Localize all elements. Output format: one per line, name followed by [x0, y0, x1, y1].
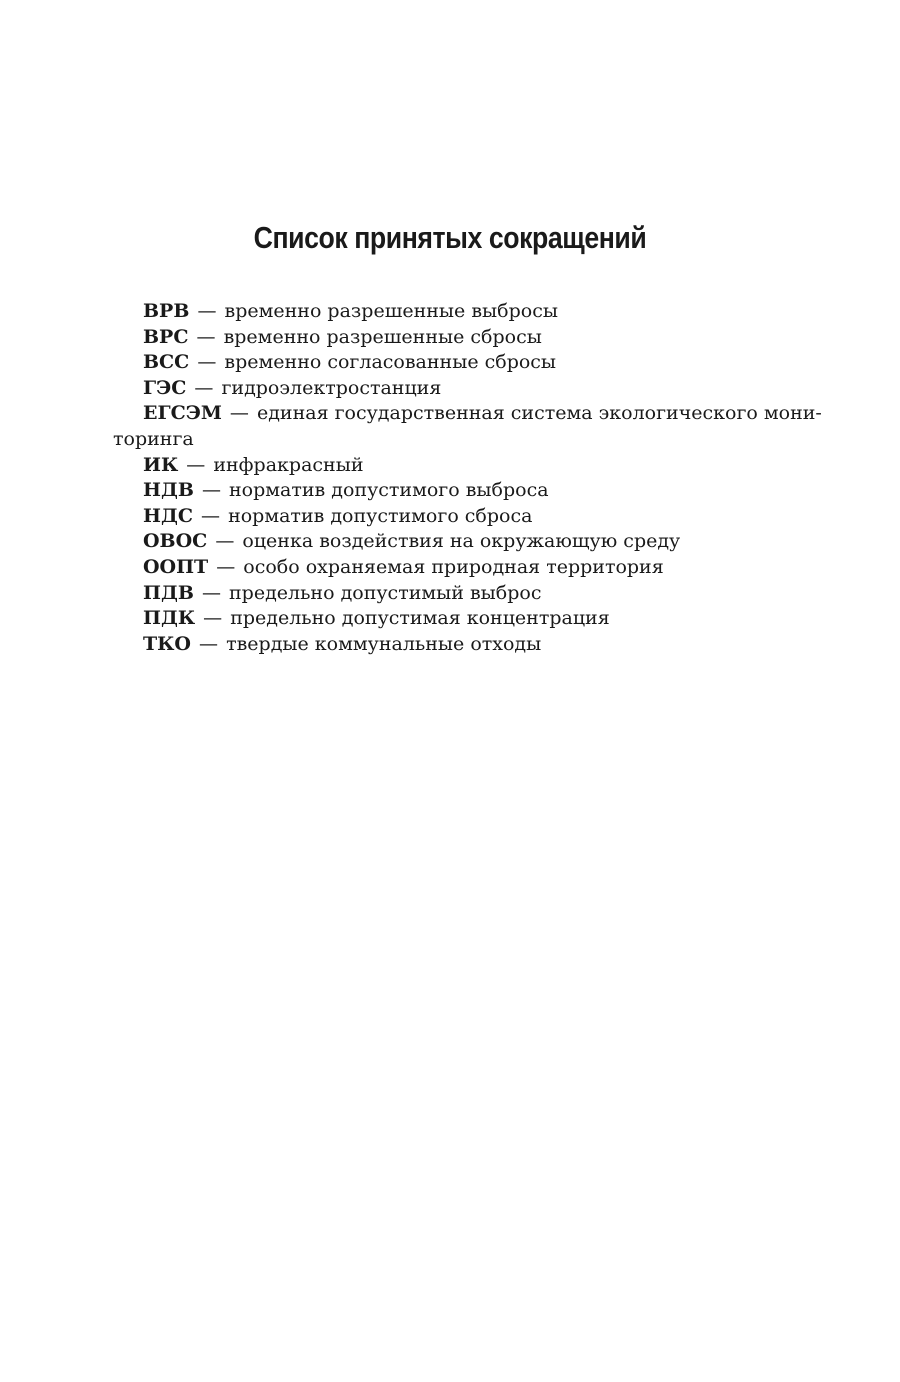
- list-item: ВСС — временно согласованные сбросы: [143, 351, 557, 374]
- abbreviation-list: [113, 299, 822, 657]
- definition: временно согласованные сбросы: [224, 351, 557, 374]
- page-title: Список принятых сокращений: [253, 220, 647, 255]
- definition: предельно допустимый выброс: [229, 581, 542, 604]
- definition: твердые коммунальные отходы: [226, 632, 542, 655]
- list-item-continuation: [113, 427, 789, 453]
- abbreviation: ВСС: [143, 351, 190, 374]
- abbreviation: ОВОС: [143, 530, 208, 553]
- definition: временно разрешенные сбросы: [223, 325, 542, 348]
- list-item: ПДК — предельно допустимая концентрация: [143, 607, 610, 630]
- definition: предельно допустимая концентрация: [230, 607, 610, 630]
- definition: норматив допустимого выброса: [229, 479, 549, 502]
- list-item: ОВОС — оценка воздействия на окружающую среду: [143, 530, 681, 553]
- definition: временно разрешенные выбросы: [224, 300, 558, 322]
- definition: оценка воздействия на окружающую среду: [242, 530, 681, 553]
- abbreviation: ВРС: [143, 325, 189, 348]
- abbreviation: ИК: [143, 453, 179, 476]
- list-item: ТКО — твердые коммунальные отходы: [143, 632, 542, 655]
- definition-continuation: торинга: [113, 427, 194, 450]
- list-item: ГЭС — гидроэлектростанция: [143, 376, 442, 399]
- list-item: ООПТ — особо охраняемая природная территория: [143, 555, 664, 578]
- abbreviation: ПДВ: [143, 581, 194, 604]
- abbreviation: НДВ: [143, 479, 194, 502]
- abbreviation: ООПТ: [143, 555, 209, 578]
- abbreviation: ГЭС: [143, 376, 187, 399]
- list-item: ПДВ — предельно допустимый выброс: [143, 581, 542, 604]
- definition: инфракрасный: [213, 453, 364, 476]
- list-item: НДВ — норматив допустимого выброса: [143, 479, 549, 502]
- definition: единая государственная система экологического мони-: [256, 402, 822, 425]
- abbreviation: НДС: [143, 504, 193, 527]
- list-item: ВРВ — временно разрешенные выбросы: [143, 300, 558, 322]
- list-item: ВРС — временно разрешенные сбросы: [143, 325, 542, 348]
- abbreviation: ВРВ: [143, 300, 190, 322]
- definition: гидроэлектростанция: [221, 376, 442, 399]
- list-item: ЕГСЭМ — единая государственная система экологического мони-: [143, 402, 822, 425]
- definition: особо охраняемая природная территория: [243, 555, 664, 578]
- definition: норматив допустимого сброса: [228, 504, 533, 527]
- list-item: ИК — инфракрасный: [143, 453, 364, 476]
- abbreviation: ТКО: [143, 632, 191, 655]
- abbreviation: ЕГСЭМ: [143, 402, 222, 425]
- abbreviation: ПДК: [143, 607, 196, 630]
- list-item: НДС — норматив допустимого сброса: [143, 504, 533, 527]
